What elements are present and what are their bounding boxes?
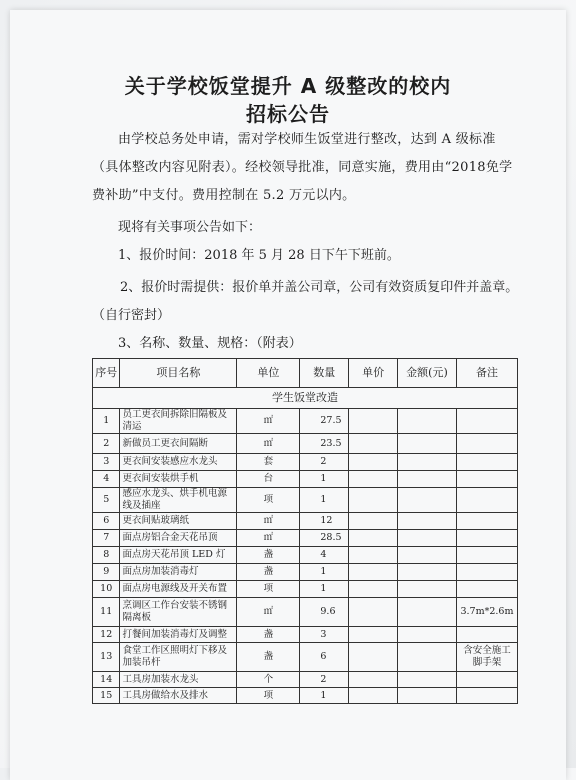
bid-items-table	[92, 358, 518, 704]
row-price	[349, 627, 398, 643]
section-title: 学生饭堂改造	[93, 388, 518, 409]
row-price	[349, 643, 398, 672]
header-price: 单价	[349, 359, 398, 388]
header-qty: 数量	[300, 359, 349, 388]
table-row	[93, 434, 518, 454]
row-note	[456, 409, 517, 434]
header-unit: 单位	[237, 359, 300, 388]
row-name: 工具房做给水及排水	[120, 688, 237, 704]
header-amount: 金额(元)	[397, 359, 456, 388]
row-note	[456, 530, 517, 547]
row-unit: 盏	[237, 547, 300, 564]
row-qty: 12	[300, 513, 349, 530]
header-no: 序号	[93, 359, 120, 388]
row-name: 烹调区工作台安装不锈钢隔离板	[120, 598, 237, 627]
table-row	[93, 581, 518, 598]
row-note	[456, 454, 517, 471]
row-qty: 3	[300, 627, 349, 643]
row-name: 面点房天花吊顶 LED 灯	[120, 547, 237, 564]
row-unit: ㎡	[237, 409, 300, 434]
row-price	[349, 434, 398, 454]
row-no: 15	[93, 688, 120, 704]
row-no: 6	[93, 513, 120, 530]
row-qty: 6	[300, 643, 349, 672]
table-row	[93, 643, 518, 672]
row-no: 3	[93, 454, 120, 471]
row-amount	[397, 471, 456, 488]
row-qty: 4	[300, 547, 349, 564]
row-name: 面点房加装消毒灯	[120, 564, 237, 581]
table-row	[93, 471, 518, 488]
row-unit: 台	[237, 471, 300, 488]
row-name: 更衣间贴玻璃纸	[120, 513, 237, 530]
row-no: 7	[93, 530, 120, 547]
table-row	[93, 513, 518, 530]
row-no: 4	[93, 471, 120, 488]
row-no: 14	[93, 672, 120, 688]
table-row	[93, 564, 518, 581]
row-no: 2	[93, 434, 120, 454]
row-price	[349, 530, 398, 547]
row-price	[349, 488, 398, 513]
row-price	[349, 688, 398, 704]
table-row	[93, 598, 518, 627]
row-note: 含安全施工脚手架	[456, 643, 517, 672]
row-note	[456, 471, 517, 488]
row-note	[456, 581, 517, 598]
row-qty: 1	[300, 564, 349, 581]
row-qty: 2	[300, 454, 349, 471]
row-qty: 28.5	[300, 530, 349, 547]
row-qty: 9.6	[300, 598, 349, 627]
row-unit: 套	[237, 454, 300, 471]
row-unit: ㎡	[237, 513, 300, 530]
row-amount	[397, 434, 456, 454]
row-unit: 盏	[237, 564, 300, 581]
row-name: 感应水龙头、烘手机电源线及插座	[120, 488, 237, 513]
row-price	[349, 454, 398, 471]
row-no: 11	[93, 598, 120, 627]
row-note	[456, 513, 517, 530]
row-unit: 盏	[237, 627, 300, 643]
table-row	[93, 688, 518, 704]
row-unit: 个	[237, 672, 300, 688]
section-row	[93, 388, 518, 409]
row-unit: ㎡	[237, 530, 300, 547]
row-qty: 2	[300, 672, 349, 688]
table-row	[93, 488, 518, 513]
notice-line: 现将有关事项公告如下：	[118, 220, 262, 235]
row-no: 13	[93, 643, 120, 672]
row-price	[349, 564, 398, 581]
row-name: 更衣间安装烘手机	[120, 471, 237, 488]
row-no: 9	[93, 564, 120, 581]
row-qty: 27.5	[300, 409, 349, 434]
title-line-1: 关于学校饭堂提升 A 级整改的校内	[124, 74, 452, 98]
row-note	[456, 672, 517, 688]
row-price	[349, 409, 398, 434]
table-row	[93, 672, 518, 688]
table-row	[93, 627, 518, 643]
row-amount	[397, 672, 456, 688]
row-note	[456, 688, 517, 704]
row-note	[456, 627, 517, 643]
table-row	[93, 530, 518, 547]
row-name: 打餐间加装消毒灯及调整	[120, 627, 237, 643]
row-no: 12	[93, 627, 120, 643]
row-name: 新做员工更衣间隔断	[120, 434, 237, 454]
row-unit: ㎡	[237, 598, 300, 627]
row-unit: 项	[237, 581, 300, 598]
row-price	[349, 513, 398, 530]
item-2-requirements: 2、报价时需提供：报价单并盖公司章，公司有效资质复印件并盖章。（自行密封）	[92, 280, 519, 323]
row-amount	[397, 598, 456, 627]
item-3-heading: 3、名称、数量、规格：（附表）	[118, 336, 302, 351]
item-1-time: 1、报价时间：2018 年 5 月 28 日下午下班前。	[118, 248, 400, 263]
row-amount	[397, 564, 456, 581]
row-price	[349, 598, 398, 627]
row-amount	[397, 513, 456, 530]
row-no: 8	[93, 547, 120, 564]
row-amount	[397, 530, 456, 547]
row-name: 食堂工作区照明灯下移及加装吊杆	[120, 643, 237, 672]
row-no: 1	[93, 409, 120, 434]
table-row	[93, 454, 518, 471]
header-note: 备注	[456, 359, 517, 388]
row-unit: ㎡	[237, 434, 300, 454]
row-note	[456, 488, 517, 513]
row-no: 10	[93, 581, 120, 598]
row-qty: 1	[300, 471, 349, 488]
row-name: 面点房铝合金天花吊顶	[120, 530, 237, 547]
row-price	[349, 672, 398, 688]
table-row	[93, 409, 518, 434]
row-note: 3.7m*2.6m	[456, 598, 517, 627]
row-name: 更衣间安装感应水龙头	[120, 454, 237, 471]
intro-paragraph: 由学校总务处申请，需对学校师生饭堂进行整改，达到 A 级标准（具体整改内容见附表）。经校领导批准，同意实施，费用由“2018免学费补助”中支付。费用控制在 5.2 万元以内。	[92, 132, 513, 203]
row-name: 员工更衣间拆除旧隔板及清运	[120, 409, 237, 434]
row-qty: 23.5	[300, 434, 349, 454]
row-name: 面点房电源线及开关布置	[120, 581, 237, 598]
row-price	[349, 581, 398, 598]
row-amount	[397, 409, 456, 434]
header-name: 项目名称	[120, 359, 237, 388]
row-note	[456, 547, 517, 564]
row-amount	[397, 627, 456, 643]
row-unit: 项	[237, 688, 300, 704]
row-amount	[397, 488, 456, 513]
row-amount	[397, 547, 456, 564]
row-amount	[397, 688, 456, 704]
row-qty: 1	[300, 488, 349, 513]
row-amount	[397, 581, 456, 598]
row-qty: 1	[300, 581, 349, 598]
row-note	[456, 434, 517, 454]
row-amount	[397, 643, 456, 672]
row-name: 工具房加装水龙头	[120, 672, 237, 688]
row-unit: 盏	[237, 643, 300, 672]
row-note	[456, 564, 517, 581]
row-price	[349, 547, 398, 564]
row-qty: 1	[300, 688, 349, 704]
table-row	[93, 547, 518, 564]
row-price	[349, 471, 398, 488]
row-unit: 项	[237, 488, 300, 513]
table-header-row	[93, 359, 518, 388]
row-amount	[397, 454, 456, 471]
row-no: 5	[93, 488, 120, 513]
title-line-2: 招标公告	[246, 102, 330, 126]
